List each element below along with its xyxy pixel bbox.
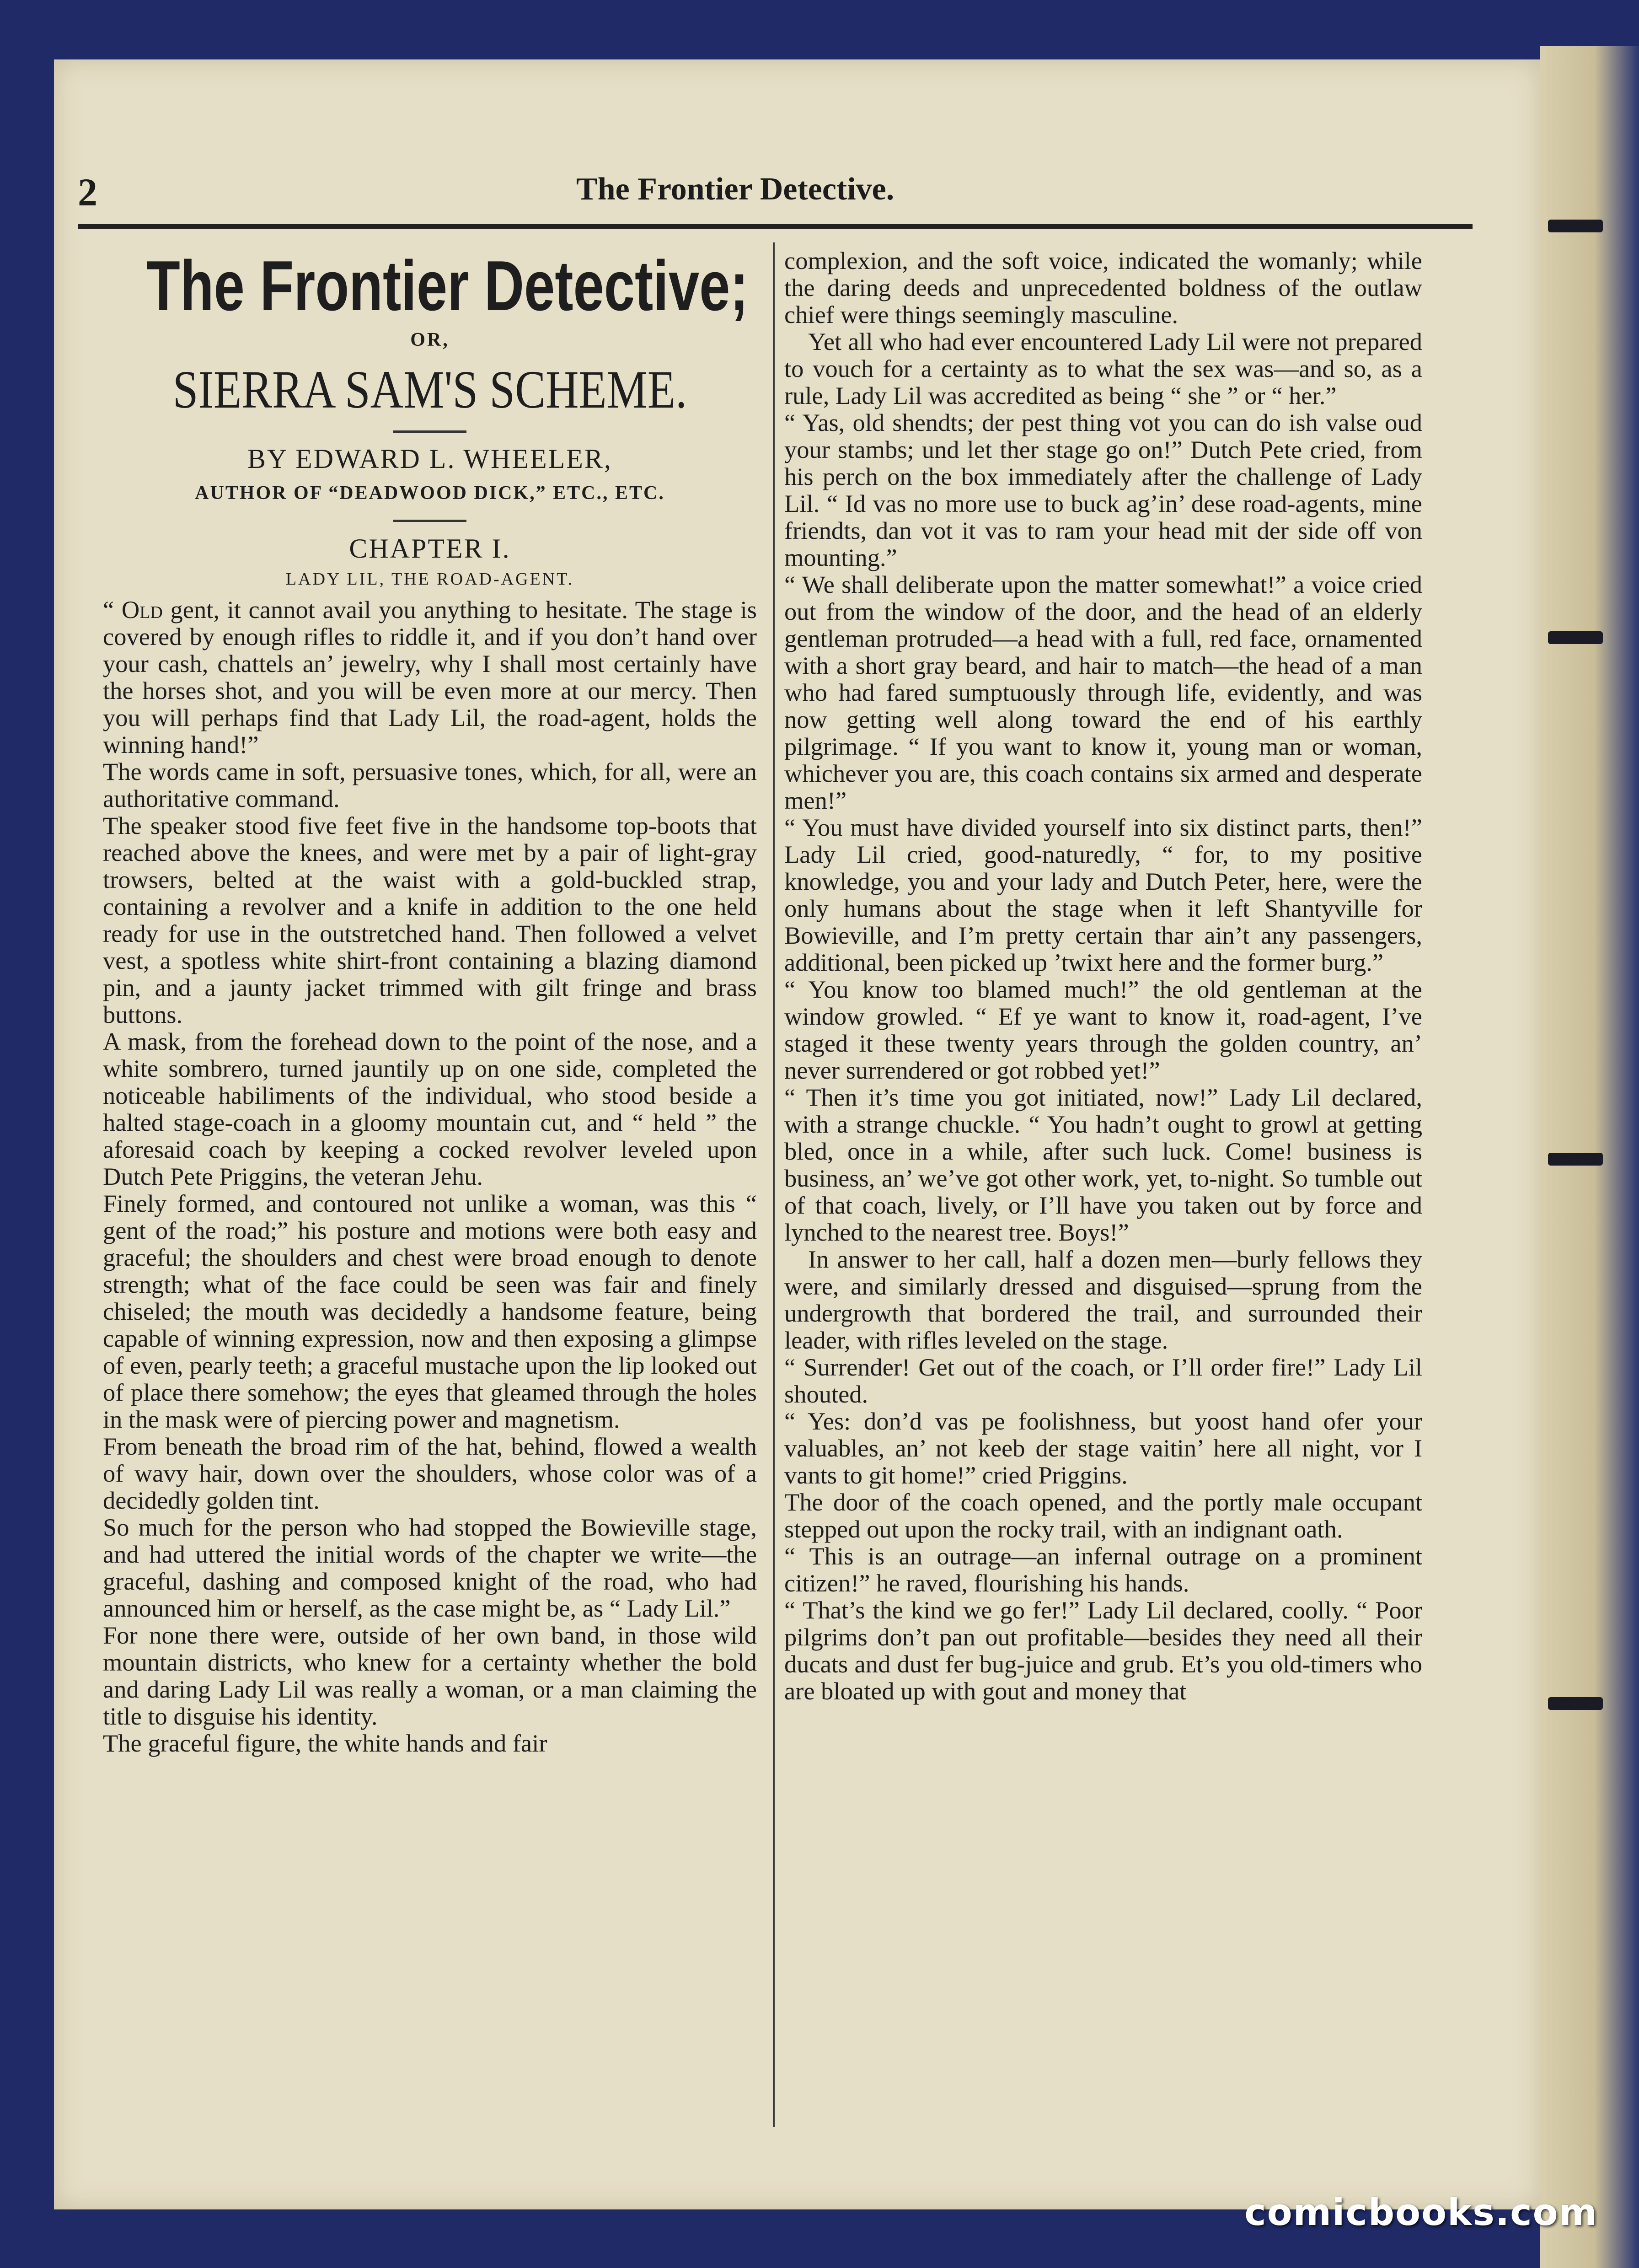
binding-stitch	[1548, 220, 1603, 232]
title-or: OR,	[410, 329, 450, 350]
paragraph: “ Then it’s time you got initiated, now!” Lady Lil declared, with a strange chuckle. “ You hadn’t ought to growl at getting bled, once in a while, after such luck. Come! business is business, an’ we’ve got other work, yet, to-night. So tumble out of that coach, lively, or I’ll have you taken out by force and lynched to the nearest tree. Boys!”	[784, 1083, 1422, 1246]
opening-words: “ Old	[103, 596, 163, 623]
story-subtitle: SIERRA SAM'S SCHEME.	[172, 360, 687, 419]
paragraph: In answer to her call, half a dozen men—burly fellows they were, and similarly dressed and disguised—sprung from the undergrowth that bordered the trail, and surrounded their leader, with rifles leveled on the stage.	[784, 1245, 1422, 1354]
paragraph-text: gent, it cannot avail you anything to hesitate. The stage is covered by enough rifles to riddle it, and if you don’t hand over your cash, chattels an’ jewelry, why I shall most certainly have the horses shot, and you will be even more at our mercy. Then you will perhaps find that Lady Lil, the road-agent, holds the winning hand!”	[103, 596, 757, 758]
paragraph: complexion, and the soft voice, indicated the womanly; while the daring deeds and unprecedented boldness of the outlaw chief were things seemingly masculine.	[784, 247, 1422, 328]
paragraph: A mask, from the forehead down to the point of the nose, and a white sombrero, turned jauntily up on one side, completed the noticeable habiliments of the individual, who stood beside a halted stage-coach in a gloomy mountain cut, and “ held ” the aforesaid coach by keeping a cocked revolver leveled upon Dutch Pete Priggins, the veteran Jehu.	[103, 1027, 757, 1190]
paragraph: “ Surrender! Get out of the coach, or I’ll order fire!” Lady Lil shouted.	[784, 1353, 1422, 1408]
paragraph: “ You must have divided yourself into six distinct parts, then!” Lady Lil cried, good-naturedly, “ for, to my positive knowledge, you and your lady and Dutch Peter, here, were the only humans about the stage when it left Shantyville for Bowieville, and I’m pretty certain thar ain’t any passengers, additional, been picked up ’twixt here and the former burg.”	[784, 813, 1422, 976]
paragraph: Finely formed, and contoured not unlike a woman, was this “ gent of the road;” his posture and motions were both easy and graceful; the shoulders and chest were broad enough to denote strength; what of the face could be seen was fair and finely chiseled; the mouth was decidedly a handsome feature, being capable of winning expression, now and then exposing a glimpse of even, pearly teeth; a graceful mustache upon the lip looked out of place there somehow; the eyes that gleamed through the holes in the mask were of piercing power and magnetism.	[103, 1189, 757, 1433]
paragraph: “ You know too blamed much!” the old gentleman at the window growled. “ Ef ye want to know it, road-agent, I’ve staged it these twenty years through the golden country, an’ never surrendered or got robbed yet!”	[784, 975, 1422, 1084]
binding-stitch	[1548, 631, 1603, 644]
title-rule	[393, 430, 466, 433]
paragraph: “ This is an outrage—an infernal outrage on a prominent citizen!” he raved, flourishing his hands.	[784, 1542, 1422, 1597]
paragraph	[103, 596, 757, 758]
author-credit: AUTHOR OF “DEADWOOD DICK,” ETC., ETC.	[195, 483, 665, 504]
byline: BY EDWARD L. WHEELER,	[247, 444, 612, 474]
paragraph: The words came in soft, persuasive tones, which, for all, were an authoritative command.	[103, 758, 757, 812]
left-column	[103, 247, 757, 1757]
paragraph: The graceful figure, the white hands and fair	[103, 1729, 547, 1757]
binding-stitch	[1548, 1697, 1603, 1710]
site-watermark: comicbooks.com	[1244, 2191, 1598, 2234]
column-divider	[773, 242, 775, 2127]
paragraph: “ We shall deliberate upon the matter somewhat!” a voice cried out from the window of the door, and the head of an elderly gentleman protruded—a head with a full, red face, ornamented with a short gray beard, and hair to match—the head of a man who had fared sumptuously through life, evidently, and was now getting well along toward the end of his earthly pilgrimage. “ If you want to know it, young man or woman, whichever you are, this coach contains six armed and desperate men!”	[784, 570, 1422, 814]
paragraph: So much for the person who had stopped the Bowieville stage, and had uttered the initial words of the chapter we write—the graceful, dashing and composed knight of the road, who had announced him or herself, as the case might be, as “ Lady Lil.”	[103, 1513, 757, 1622]
paragraph: From beneath the broad rim of the hat, behind, flowed a wealth of wavy hair, down over the shoulders, whose color was of a decidedly golden tint.	[103, 1432, 757, 1514]
paragraph: “ Yas, old shendts; der pest thing vot you can do ish valse oud your stambs; und let ther stage go on!” Dutch Pete cried, from his perch on the box immediately after the challenge of Lady Lil. “ Id vas no more use to buck ag’in’ dese road-agents, mine friendts, dan vot it vas to ram your head mit der side off von mounting.”	[784, 408, 1422, 571]
chapter-heading: CHAPTER I.	[349, 533, 511, 564]
paragraph: “ That’s the kind we go fer!” Lady Lil declared, coolly. “ Poor pilgrims don’t pan out profitable—besides they need all their ducats and dust fer bug-juice and grub. Et’s you old-timers who are bloated up with gout and money that	[784, 1596, 1422, 1705]
chapter-title: LADY LIL, THE ROAD-AGENT.	[285, 570, 574, 589]
paragraph: The speaker stood five feet five in the handsome top-boots that reached above the knees, and were met by a pair of light-gray trowsers, belted at the waist with a gold-buckled strap, containing a revolver and a knife in addition to the one held ready for use in the outstretched hand. Then followed a velvet vest, a spotless white shirt-front containing a blazing diamond pin, and a jaunty jacket trimmed with gilt fringe and brass buttons.	[103, 812, 757, 1028]
running-title: The Frontier Detective.	[576, 172, 894, 207]
paragraph: “ Yes: don’d vas pe foolishness, but yoost hand ofer your valuables, an’ not keeb der stage vaitin’ here all night, vor I vants to git home!” cried Priggins.	[784, 1407, 1422, 1489]
paragraph: The door of the coach opened, and the portly male occupant stepped out upon the rocky trail, with an indignant oath.	[784, 1488, 1422, 1543]
right-column	[784, 247, 1422, 1704]
page-header	[78, 169, 1473, 229]
paragraph: Yet all who had ever encountered Lady Lil were not prepared to vouch for a certainty as to what the sex was—and so, as a rule, Lady Lil was accredited as being “ she ” or “ her.”	[784, 328, 1422, 409]
paragraph: For none there were, outside of her own band, in those wild mountain districts, who knew for a certainty whether the bold and daring Lady Lil was really a woman, or a man claiming the title to disguise his identity.	[103, 1621, 757, 1730]
binding-stitch	[1548, 1153, 1603, 1166]
byline-rule	[393, 520, 466, 522]
story-title: The Frontier Detective;	[146, 246, 749, 325]
page-number: 2	[78, 170, 97, 214]
